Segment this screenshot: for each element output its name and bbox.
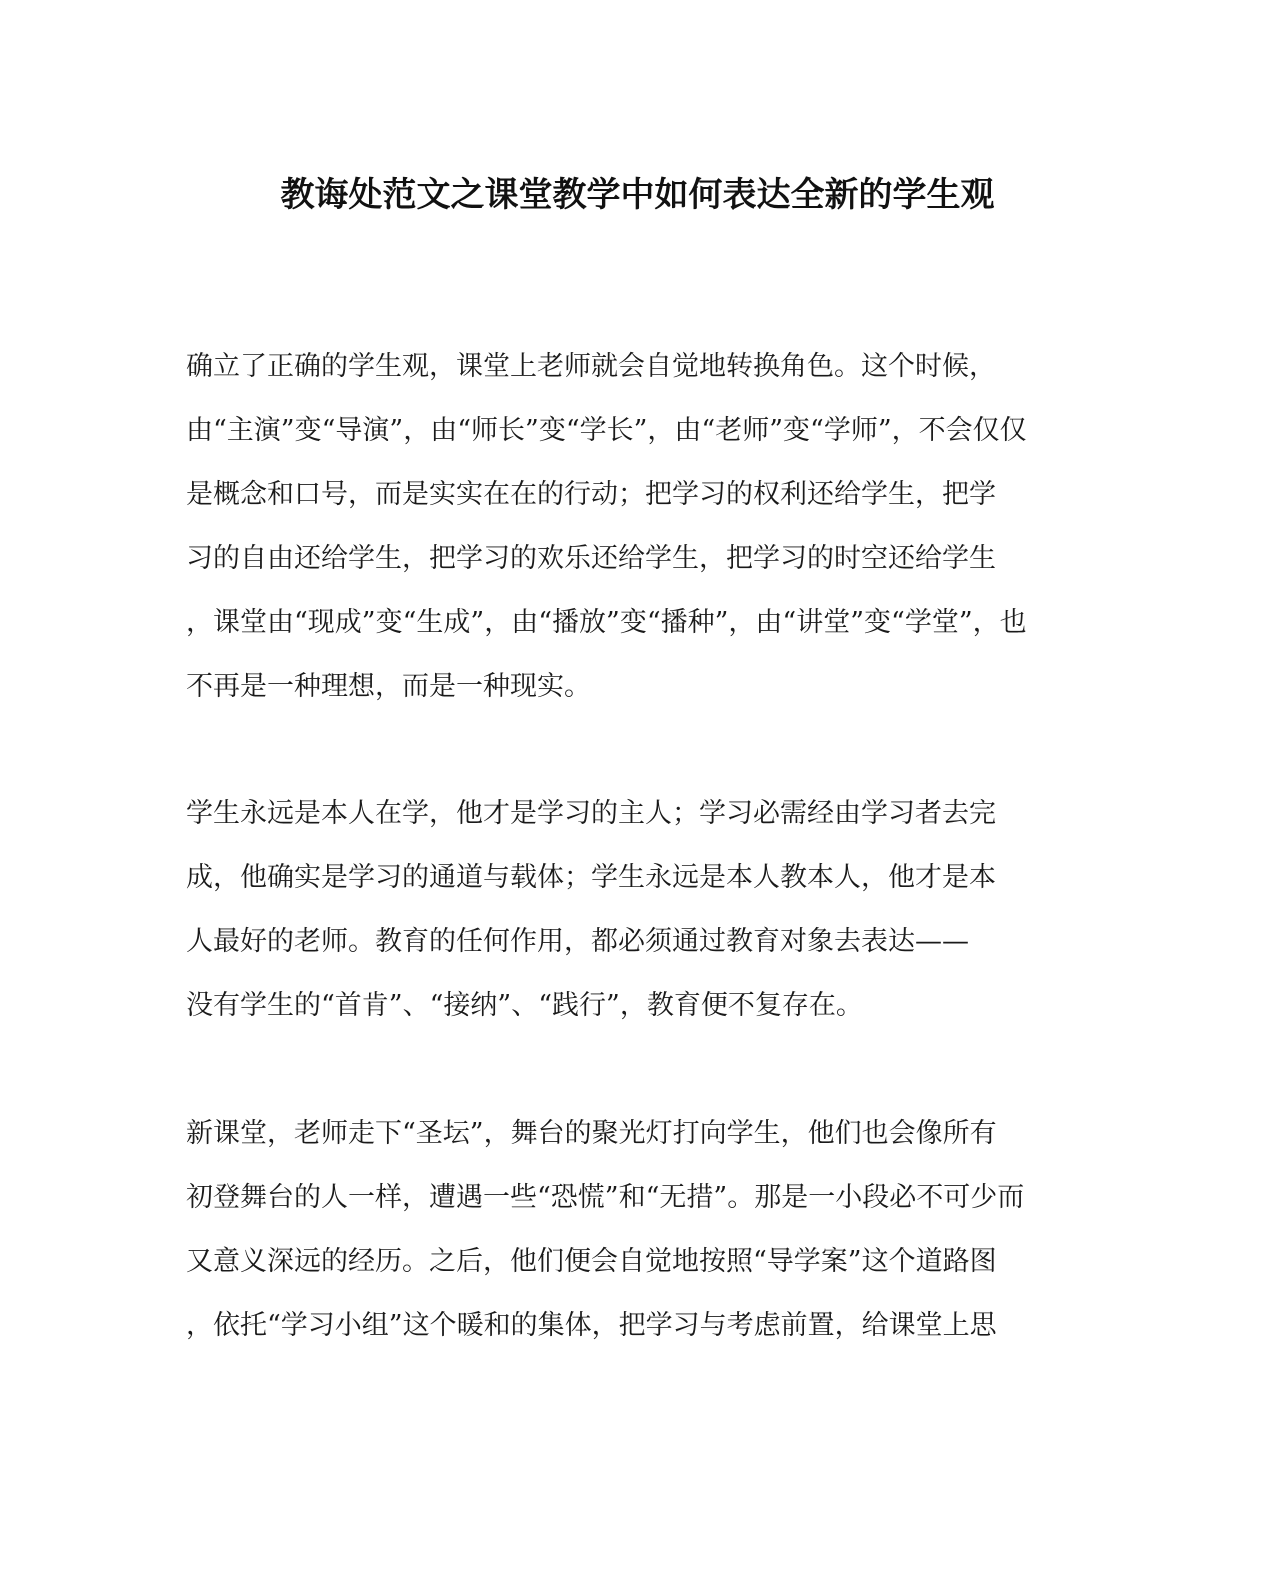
text-line: 新课堂，老师走下“圣坛”，舞台的聚光灯打向学生，他们也会像所有 [186,1118,997,1149]
text-line: 初登舞台的人一样，遭遇一些“恐慌”和“无措”。那是一小段必不可少而 [186,1182,1025,1213]
text-line: 人最好的老师。教育的任何作用，都必须通过教育对象去表达—— [186,926,969,957]
text-line: ，依托“学习小组”这个暖和的集体，把学习与考虑前置，给课堂上思 [186,1310,997,1341]
paragraph-1 [186,335,1066,719]
text-line: 确立了正确的学生观，课堂上老师就会自觉地转换角色。这个时候， [186,351,996,382]
text-line: 学生永远是本人在学，他才是学习的主人；学习必需经由学习者去完 [186,798,996,829]
document-title: 教诲处范文之课堂教学中如何表达全新的学生观 [280,175,995,215]
text-line: 成，他确实是学习的通道与载体；学生永远是本人教本人，他才是本 [186,862,996,893]
text-line: ，课堂由“现成”变“生成”，由“播放”变“播种”，由“讲堂”变“学堂”，也 [186,607,1027,638]
text-line: 不再是一种理想，而是一种现实。 [186,671,591,702]
text-line: 习的自由还给学生，把学习的欢乐还给学生，把学习的时空还给学生 [186,543,996,574]
text-line: 是概念和口号，而是实实在在的行动；把学习的权利还给学生，把学 [186,479,996,510]
text-line: 由“主演”变“导演”，由“师长”变“学长”，由“老师”变“学师”，不会仅仅 [186,415,1027,446]
text-line: 又意义深远的经历。之后，他们便会自觉地按照“导学案”这个道路图 [186,1246,997,1277]
paragraph-3 [186,1102,1066,1358]
text-line: 没有学生的“首肯”、“接纳”、“践行”，教育便不复存在。 [186,990,863,1021]
paragraph-2 [186,782,1066,1038]
